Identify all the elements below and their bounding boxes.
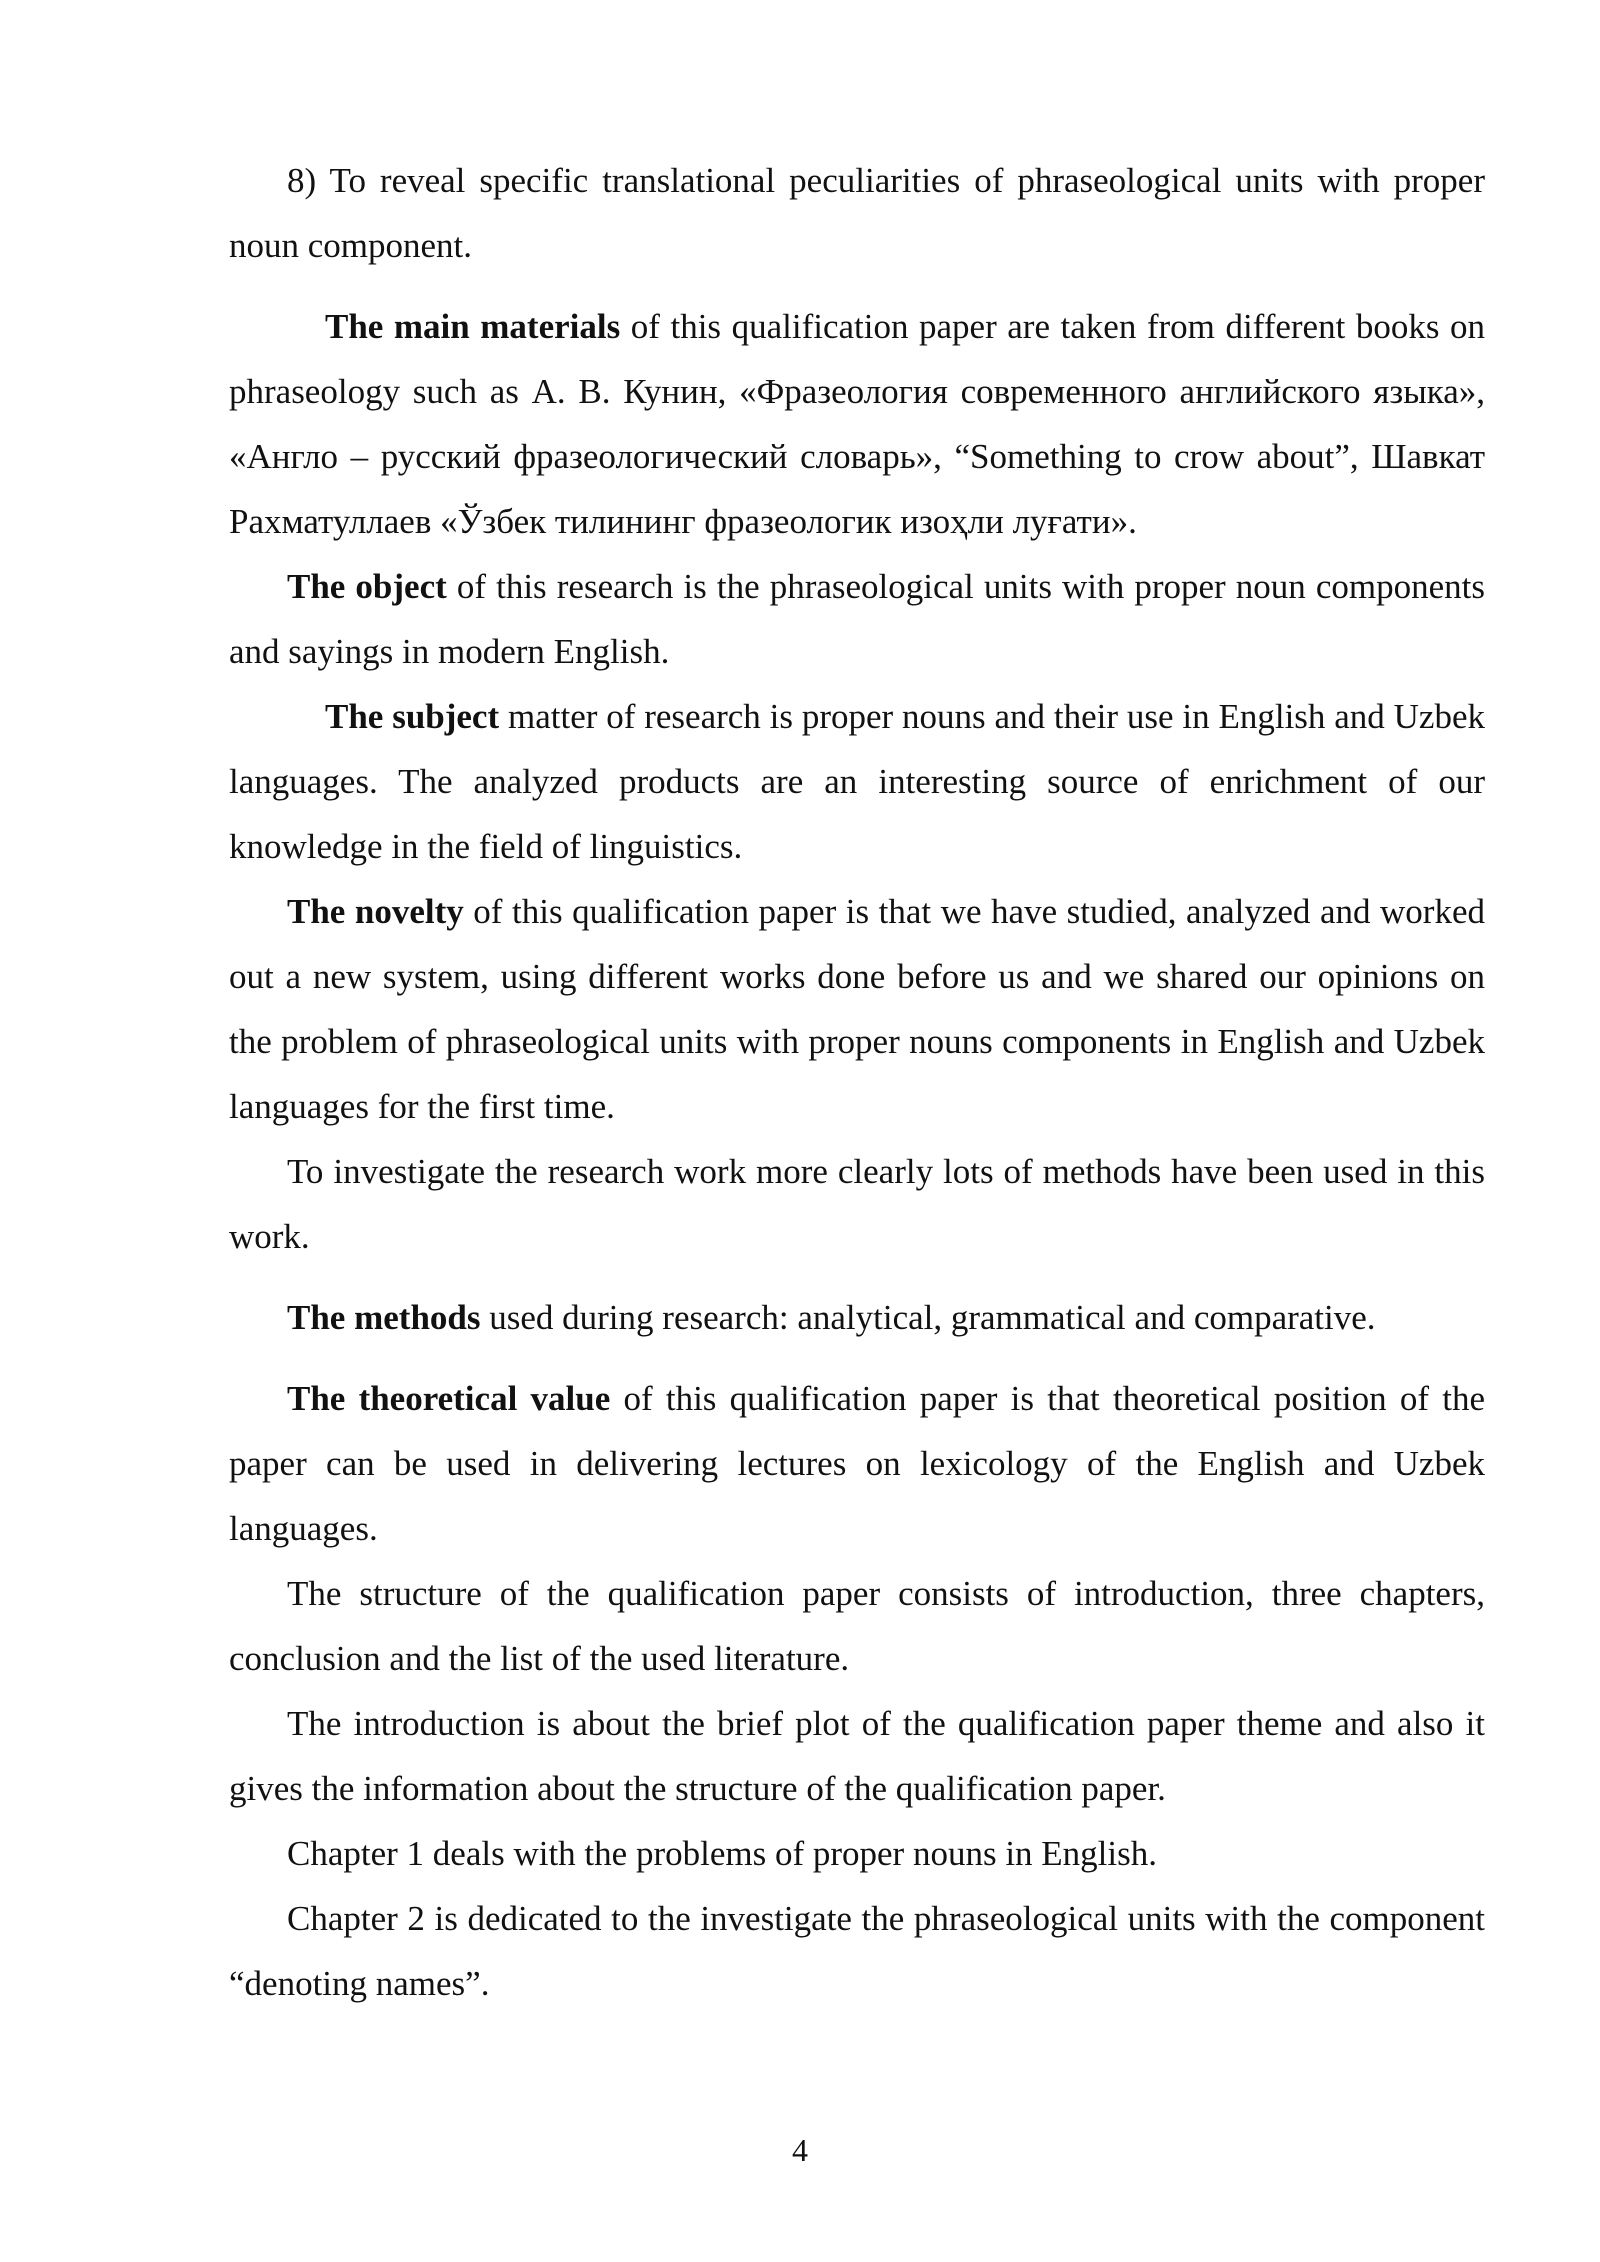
term-object: The object [287,567,447,606]
paragraph-main-materials: The main materials of this qualification paper are taken from different books on phraseology such as А. В. Кунин, «Фразеология современного английского языка», «Англо – русский фразеологический словарь», “Something to crow about”, Шавкат Рахматуллаев «Ўзбек тилининг фразеологик изоҳли луғати». [229,307,1486,541]
document-page [229,148,1485,2016]
paragraph-methods: The methods used during research: analytical, grammatical and comparative. [287,1298,1376,1337]
paragraph-objective-8: 8) To reveal specific translational peculiarities of phraseological units with proper noun component. [229,161,1485,265]
term-methods: The methods [287,1298,481,1337]
page-number: 4 [792,2132,808,2168]
term-theoretical-value: The theoretical value [287,1379,611,1418]
term-novelty: The novelty [287,892,464,931]
paragraph-investigate: To investigate the research work more clearly lots of methods have been used in this work. [229,1152,1485,1256]
paragraph-introduction: The introduction is about the brief plot of the qualification paper theme and also it gives the information about the structure of the qualification paper. [229,1704,1485,1808]
paragraph-novelty: The novelty of this qualification paper is that we have studied, analyzed and worked out a new system, using different works done before us and we shared our opinions on the problem of phraseological units with proper nouns components in English and Uzbek languages for the first time. [229,892,1485,1126]
paragraph-theoretical-value: The theoretical value of this qualification paper is that theoretical position of the paper can be used in delivering lectures on lexicology of the English and Uzbek languages. [229,1379,1485,1548]
paragraph-subject: The subject matter of research is proper nouns and their use in English and Uzbek languages. The analyzed products are an interesting source of enrichment of our knowledge in the field of linguistics. [229,697,1485,866]
paragraph-object: The object of this research is the phraseological units with proper noun components and sayings in modern English. [229,567,1485,671]
term-subject: The subject [325,697,500,736]
paragraph-chapter-1: Chapter 1 deals with the problems of proper nouns in English. [287,1834,1157,1873]
paragraph-structure: The structure of the qualification paper consists of introduction, three chapters, conclusion and the list of the used literature. [229,1574,1485,1678]
term-main-materials: The main materials [325,307,621,346]
paragraph-chapter-2: Chapter 2 is dedicated to the investigate the phraseological units with the component “denoting names”. [229,1899,1485,2003]
